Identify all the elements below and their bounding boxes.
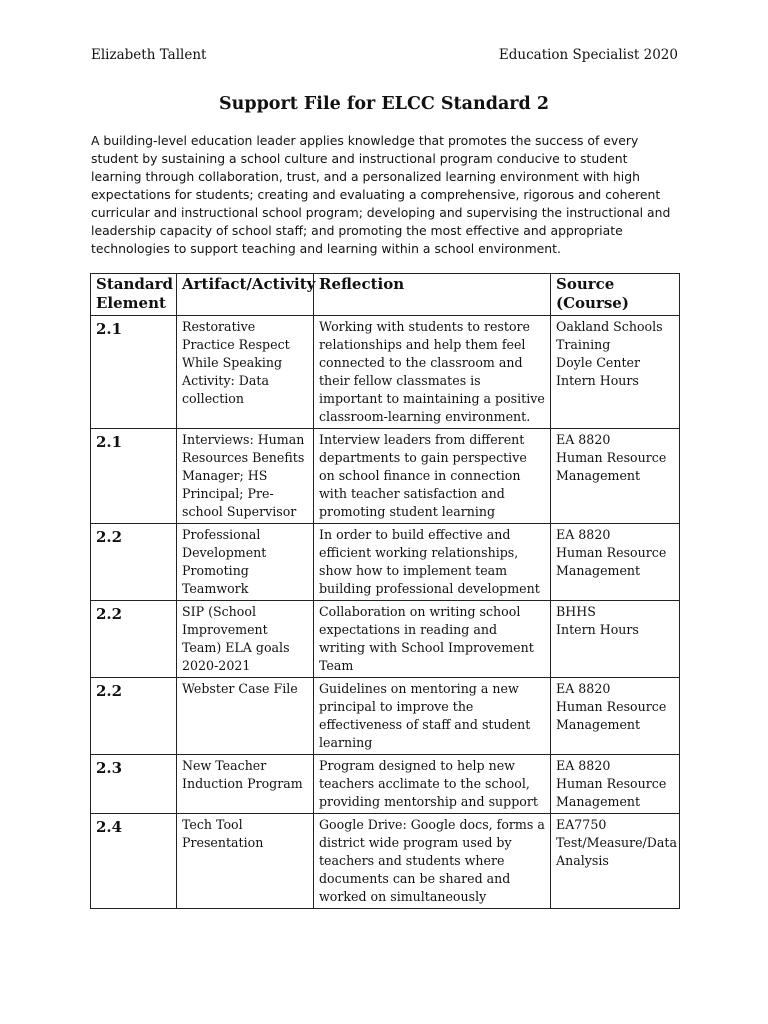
header-reflection: Reflection	[314, 274, 551, 316]
header-standard-element: Standard Element	[91, 274, 177, 316]
cell-source: BHHS Intern Hours	[551, 601, 680, 678]
cell-source: EA 8820 Human Resource Management	[551, 524, 680, 601]
cell-standard: 2.4	[91, 814, 177, 909]
cell-standard: 2.2	[91, 678, 177, 755]
cell-reflection: Google Drive: Google docs, forms a district wide program used by teachers and students where documents can be shared and worked on simultaneously	[314, 814, 551, 909]
standard-description-text: A building-level education leader applies knowledge that promotes the success of every student by sustaining a school culture and instructional program conducive to student learning through collaboration, trust, and a personalized learning environment with high expectations for students; creating and evaluating a comprehensive, rigorous and coherent curricular and instructional school program; developing and supervising the instructional and leadership capacity of school staff; and promoting the most effective and appropriate technologies to support teaching and learning within a school environment.	[91, 133, 671, 256]
cell-standard: 2.2	[91, 601, 177, 678]
table-row	[91, 524, 680, 601]
header-author: Elizabeth Tallent	[91, 47, 207, 63]
cell-artifact: New Teacher Induction Program	[177, 755, 314, 814]
table-row	[91, 814, 680, 909]
cell-source: Oakland Schools Training Doyle Center Intern Hours	[551, 316, 680, 429]
header-program: Education Specialist 2020	[498, 47, 678, 63]
support-table	[90, 273, 680, 909]
header-source-course: Source (Course)	[551, 274, 680, 316]
header-artifact-activity: Artifact/Activity	[177, 274, 314, 316]
cell-standard: 2.1	[91, 429, 177, 524]
cell-source: EA 8820 Human Resource Management	[551, 678, 680, 755]
cell-artifact: Restorative Practice Respect While Speaking Activity: Data collection	[177, 316, 314, 429]
cell-source: EA7750 Test/Measure/Data Analysis	[551, 814, 680, 909]
page-title: Support File for ELCC Standard 2	[218, 94, 550, 114]
cell-source: EA 8820 Human Resource Management	[551, 429, 680, 524]
cell-reflection: Guidelines on mentoring a new principal to improve the effectiveness of staff and student learning	[314, 678, 551, 755]
cell-reflection: Working with students to restore relationships and help them feel connected to the classroom and their fellow classmates is important to maintaining a positive classroom-learning environment.	[314, 316, 551, 429]
cell-artifact: Interviews: Human Resources Benefits Manager; HS Principal; Pre-school Supervisor	[177, 429, 314, 524]
cell-artifact: SIP (School Improvement Team) ELA goals 2020-2021	[177, 601, 314, 678]
cell-artifact: Professional Development Promoting Teamwork	[177, 524, 314, 601]
table-row	[91, 316, 680, 429]
cell-standard: 2.2	[91, 524, 177, 601]
cell-artifact: Webster Case File	[177, 678, 314, 755]
table-row	[91, 678, 680, 755]
cell-reflection: Interview leaders from different departments to gain perspective on school finance in connection with teacher satisfaction and promoting student learning	[314, 429, 551, 524]
table-header-row	[91, 274, 680, 316]
table-row	[91, 755, 680, 814]
table-row	[91, 601, 680, 678]
cell-artifact: Tech Tool Presentation	[177, 814, 314, 909]
cell-reflection: Collaboration on writing school expectations in reading and writing with School Improvement Team	[314, 601, 551, 678]
cell-standard: 2.1	[91, 316, 177, 429]
table-row	[91, 429, 680, 524]
cell-reflection: In order to build effective and efficient working relationships, show how to implement team building professional development	[314, 524, 551, 601]
cell-standard: 2.3	[91, 755, 177, 814]
standard-description	[91, 132, 681, 258]
cell-source: EA 8820 Human Resource Management	[551, 755, 680, 814]
cell-reflection: Program designed to help new teachers acclimate to the school, providing mentorship and support	[314, 755, 551, 814]
